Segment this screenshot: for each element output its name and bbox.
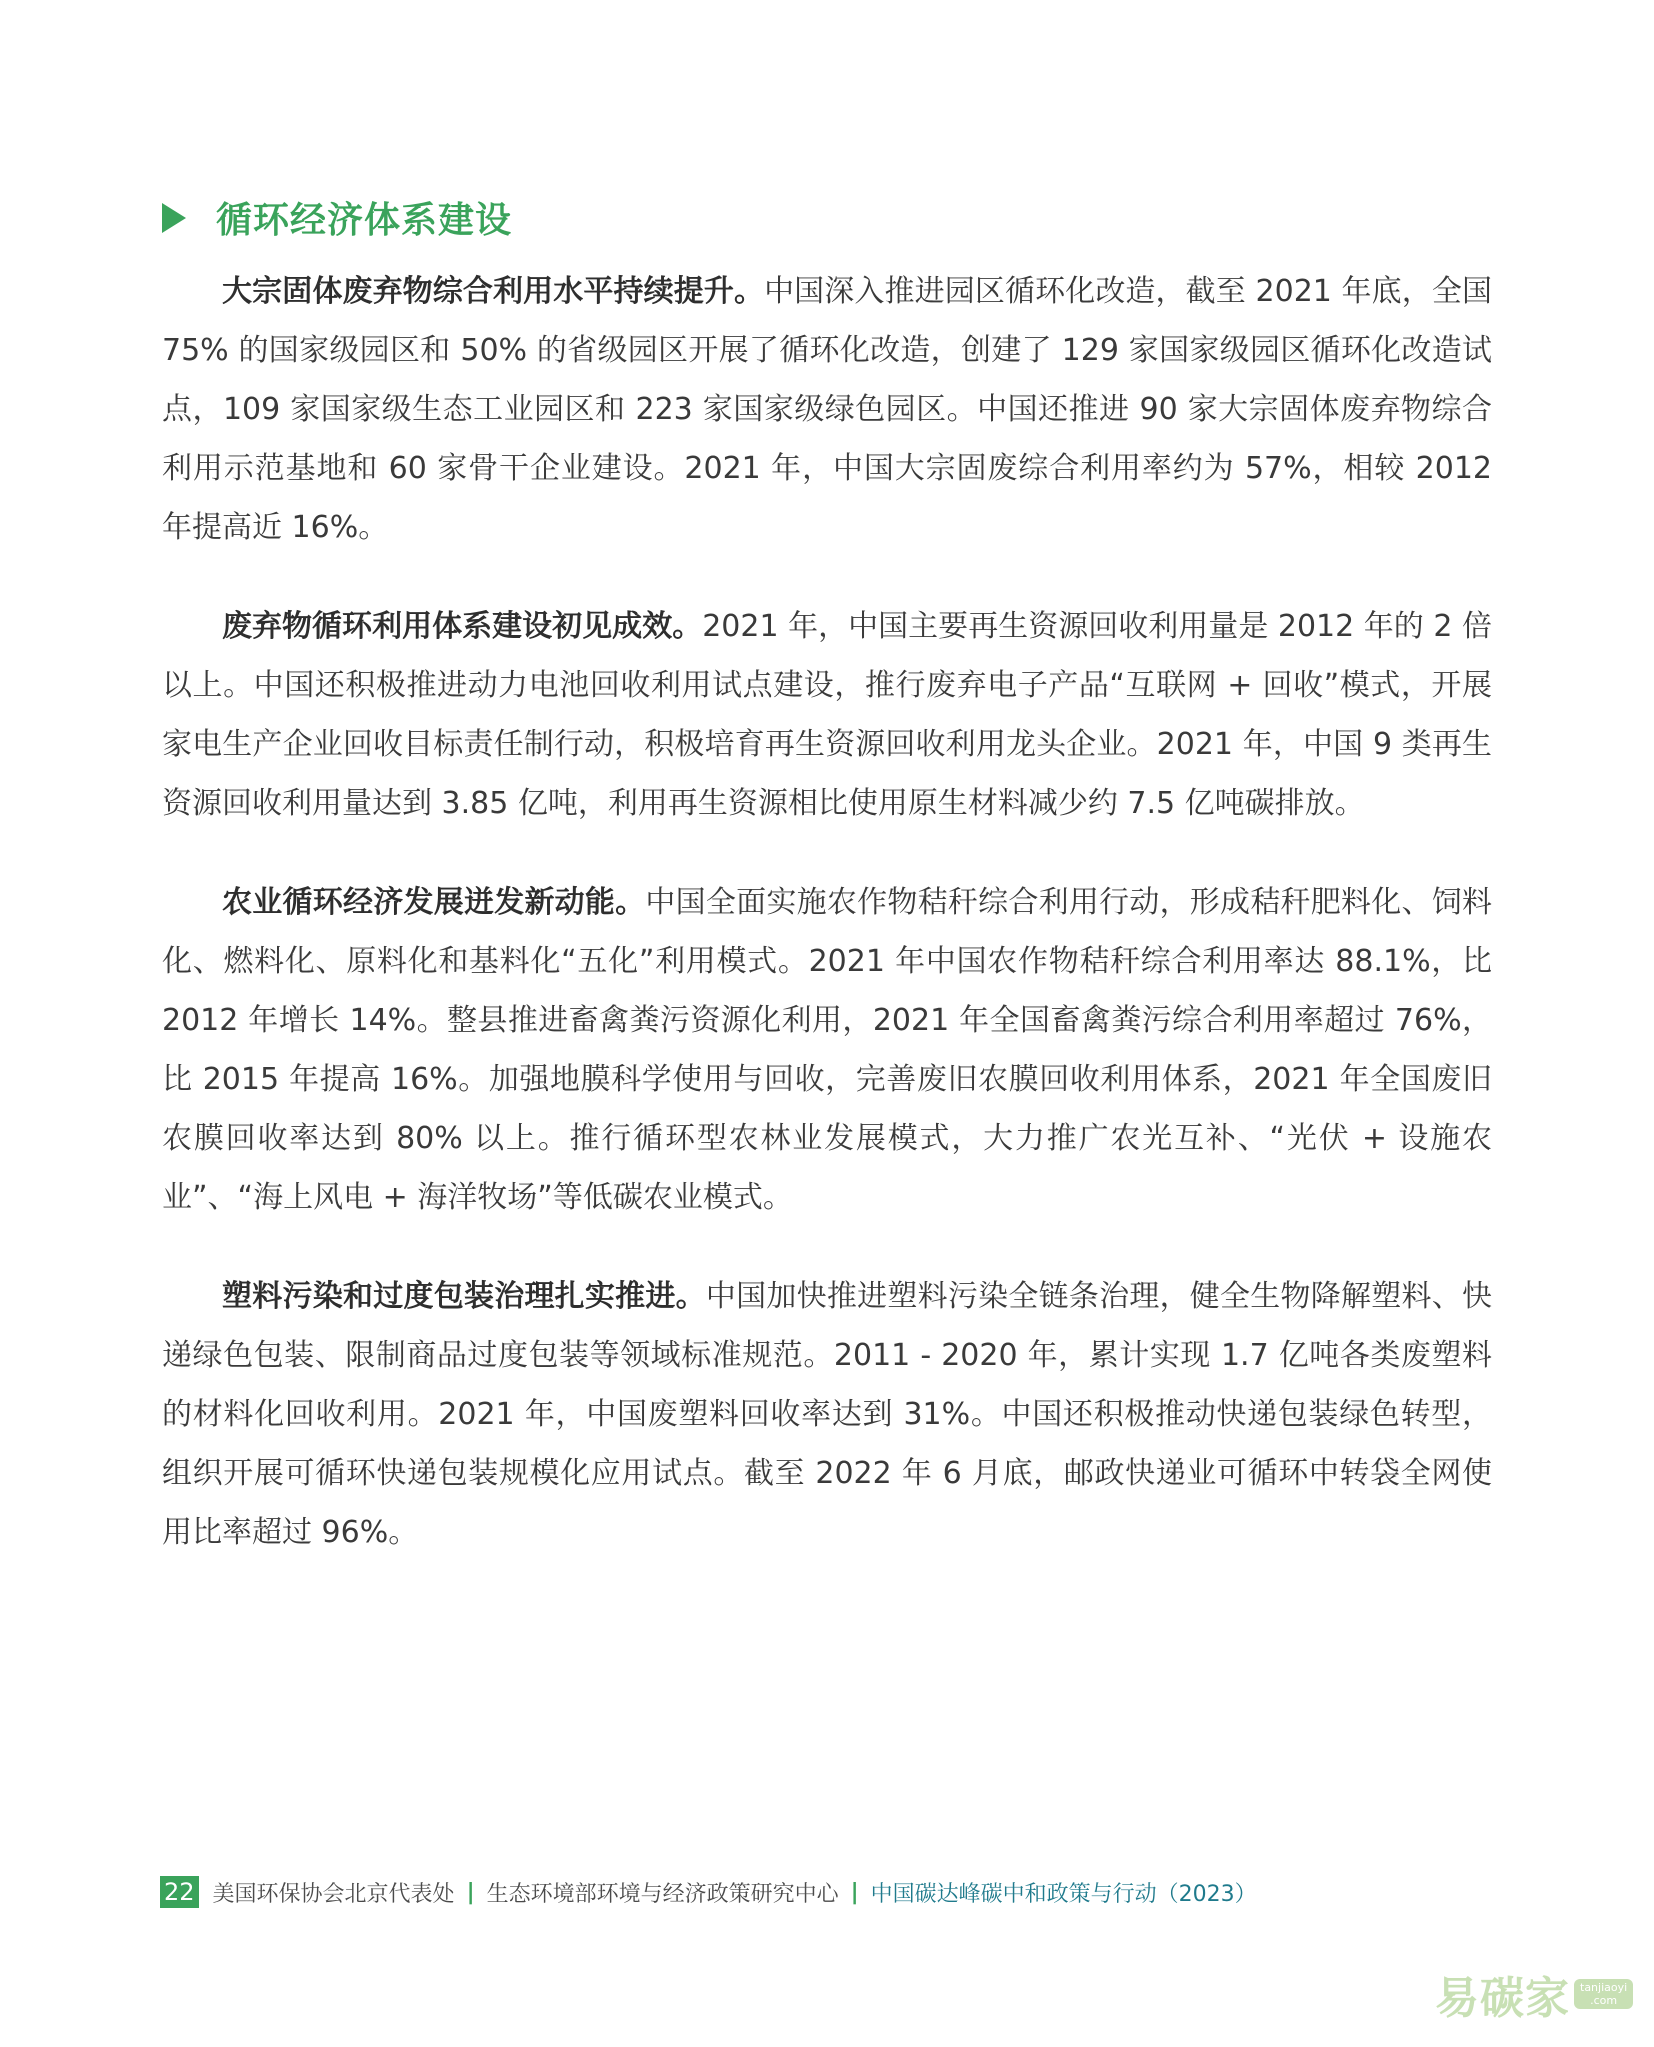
watermark-domain-badge bbox=[1574, 1979, 1633, 2009]
section-heading bbox=[162, 192, 512, 243]
footer-org-prcee: 生态环境部环境与经济政策研究中心 bbox=[486, 1881, 839, 1907]
paragraph-lead: 农业循环经济发展迸发新动能。 bbox=[222, 885, 646, 920]
footer-separator: | bbox=[466, 1879, 475, 1905]
paragraph-body: 中国全面实施农作物秸秆综合利用行动，形成秸秆肥料化、饲料化、燃料化、原料化和基料化“五化”利用模式。2021 年中国农作物秸秆综合利用率达 88.1%，比 2012 年增长 14%。整县推进畜禽粪污资源化利用，2021 年全国畜禽粪污综合利用率超过 76%，比 2015 年提高 16%。加强地膜科学使用与回收，完善废旧农膜回收利用体系，2021 年全国废旧农膜回收率达到 80% 以上。推行循环型农林业发展模式，大力推广农光互补、“光伏 + 设施农业”、“海上风电 + 海洋牧场”等低碳农业模式。 bbox=[162, 885, 1493, 1215]
paragraph-waste-recycling bbox=[162, 597, 1492, 833]
footer-publication-title: 中国碳达峰碳中和政策与行动（2023） bbox=[870, 1881, 1257, 1907]
paragraph-lead: 塑料污染和过度包装治理扎实推进。 bbox=[222, 1279, 706, 1314]
watermark-domain: tanjiaoyi bbox=[1580, 1981, 1628, 1994]
paragraph-body: 2021 年，中国主要再生资源回收利用量是 2012 年的 2 倍以上。中国还积极推进动力电池回收利用试点建设，推行废弃电子产品“互联网 + 回收”模式，开展家电生产企业回收目标责任制行动，积极培育再生资源回收利用龙头企业。2021 年，中国 9 类再生资源回收利用量达到 3.85 亿吨，利用再生资源相比使用原生材料减少约 7.5 亿吨碳排放。 bbox=[162, 609, 1492, 821]
paragraph-body: 中国深入推进园区循环化改造，截至 2021 年底，全国 75% 的国家级园区和 50% 的省级园区开展了循环化改造，创建了 129 家国家级园区循环化改造试点，109 家国家级生态工业园区和 223 家国家级绿色园区。中国还推进 90 家大宗固体废弃物综合利用示范基地和 60 家骨干企业建设。2021 年，中国大宗固废综合利用率约为 57%，相较 2012 年提高近 16%。 bbox=[162, 274, 1492, 545]
paragraph-solid-waste bbox=[162, 262, 1492, 557]
watermark-tld: .com bbox=[1590, 1994, 1618, 2007]
watermark-text: 易碳家 bbox=[1435, 1973, 1570, 2024]
paragraph-agriculture bbox=[162, 873, 1492, 1227]
paragraph-lead: 大宗固体废弃物综合利用水平持续提升。 bbox=[222, 274, 765, 309]
footer-org-edf: 美国环保协会北京代表处 bbox=[212, 1881, 455, 1907]
play-arrow-icon bbox=[162, 203, 186, 233]
paragraph-body: 中国加快推进塑料污染全链条治理，健全生物降解塑料、快递绿色包装、限制商品过度包装等领域标准规范。2011 - 2020 年，累计实现 1.7 亿吨各类废塑料的材料化回收利用。2021 年，中国废塑料回收率达到 31%。中国还积极推动快递包装绿色转型，组织开展可循环快递包装规模化应用试点。截至 2022 年 6 月底，邮政快递业可循环中转袋全网使用比率超过 96%。 bbox=[162, 1279, 1493, 1550]
body-content bbox=[162, 262, 1492, 1602]
section-title: 循环经济体系建设 bbox=[216, 200, 513, 241]
page-footer bbox=[160, 1876, 1257, 1908]
paragraph-plastics bbox=[162, 1267, 1492, 1562]
watermark-logo bbox=[1435, 1962, 1633, 2026]
footer-separator: | bbox=[850, 1879, 859, 1905]
paragraph-lead: 废弃物循环利用体系建设初见成效。 bbox=[222, 609, 703, 644]
page-number: 22 bbox=[160, 1876, 199, 1908]
